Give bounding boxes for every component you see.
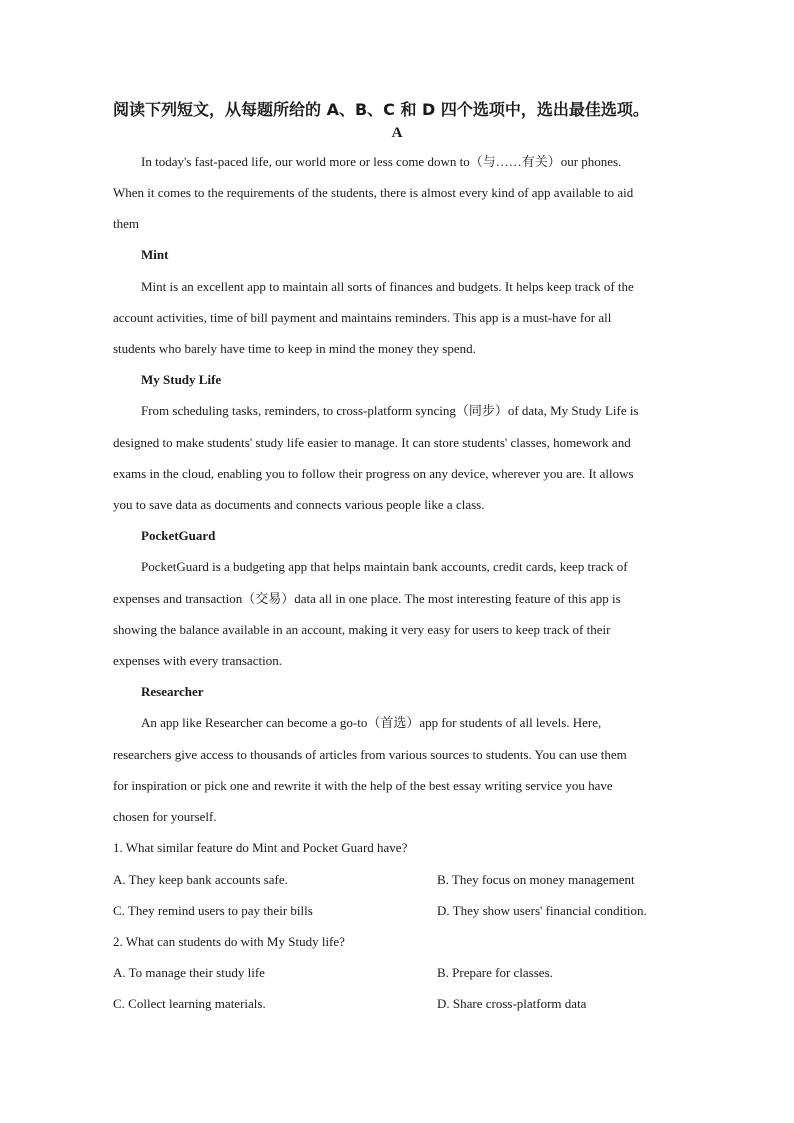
question-1-option-c[interactable]: C. They remind users to pay their bills xyxy=(113,903,313,918)
intro-line-2: When it comes to the requirements of the students, there is almost every kind of app available to aid xyxy=(113,185,634,200)
question-1-option-d[interactable]: D. They show users' financial condition. xyxy=(437,903,647,918)
app-title-pocketguard: PocketGuard xyxy=(141,528,216,543)
study-life-line-3: exams in the cloud, enabling you to follow their progress on any device, wherever you are. It allows xyxy=(113,466,634,481)
mint-line-3: students who barely have time to keep in mind the money they spend. xyxy=(113,341,476,356)
app-title-mint: Mint xyxy=(141,247,169,262)
instruction-heading: 阅读下列短文，从每题所给的 A、B、C 和 D 四个选项中，选出最佳选项。 xyxy=(113,100,649,119)
pocketguard-line-3: showing the balance available in an account, making it very easy for users to keep track of their xyxy=(113,622,611,637)
section-label: A xyxy=(391,125,403,141)
app-title-my-study-life: My Study Life xyxy=(141,372,222,387)
study-life-line-1: From scheduling tasks, reminders, to cross-platform syncing（同步）of data, My Study Life is xyxy=(141,403,639,418)
question-2-stem: 2. What can students do with My Study life? xyxy=(113,934,345,949)
question-2-option-c[interactable]: C. Collect learning materials. xyxy=(113,996,266,1011)
question-1-option-b[interactable]: B. They focus on money management xyxy=(437,872,635,887)
intro-line-1: In today's fast-paced life, our world more or less come down to（与……有关）our phones. xyxy=(141,154,622,169)
pocketguard-line-4: expenses with every transaction. xyxy=(113,653,282,668)
intro-line-3: them xyxy=(113,216,139,231)
pocketguard-line-1: PocketGuard is a budgeting app that helps maintain bank accounts, credit cards, keep track of xyxy=(141,559,628,574)
researcher-line-1: An app like Researcher can become a go-to（首选）app for students of all levels. Here, xyxy=(141,715,602,730)
study-life-line-4: you to save data as documents and connects various people like a class. xyxy=(113,497,485,512)
mint-line-1: Mint is an excellent app to maintain all sorts of finances and budgets. It helps keep track of the xyxy=(141,279,634,294)
mint-line-2: account activities, time of bill payment and maintains reminders. This app is a must-have for all xyxy=(113,310,612,325)
question-2-option-d[interactable]: D. Share cross-platform data xyxy=(437,996,587,1011)
researcher-line-3: for inspiration or pick one and rewrite it with the help of the best essay writing service you have xyxy=(113,778,613,793)
researcher-line-2: researchers give access to thousands of articles from various sources to students. You can use them xyxy=(113,747,627,762)
app-title-researcher: Researcher xyxy=(141,684,204,699)
study-life-line-2: designed to make students' study life easier to manage. It can store students' classes, homework and xyxy=(113,435,631,450)
question-1-stem: 1. What similar feature do Mint and Pocket Guard have? xyxy=(113,840,408,855)
question-1-option-a[interactable]: A. They keep bank accounts safe. xyxy=(113,872,288,887)
question-2-option-a[interactable]: A. To manage their study life xyxy=(113,965,265,980)
researcher-line-4: chosen for yourself. xyxy=(113,809,217,824)
question-2-option-b[interactable]: B. Prepare for classes. xyxy=(437,965,553,980)
pocketguard-line-2: expenses and transaction（交易）data all in one place. The most interesting feature of this app is xyxy=(113,591,621,606)
